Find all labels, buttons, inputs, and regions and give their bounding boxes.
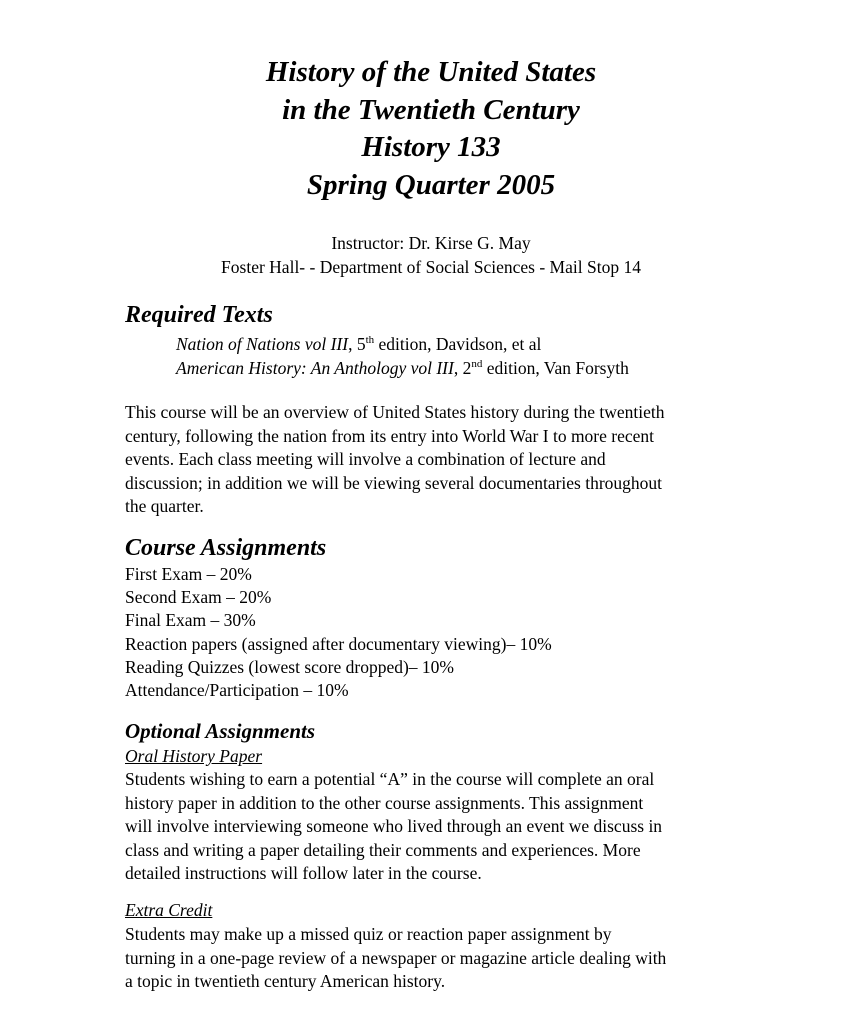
title-line-century: in the Twentieth Century [282,93,580,126]
required-texts-heading: Required Texts [125,302,273,328]
paragraph-line: century, following the nation from its entry into World War I to more recent [125,425,655,446]
required-text-item [176,356,629,380]
required-texts-list [176,332,629,380]
edition-number: 5 [356,334,366,354]
oral-history-subheading: Oral History Paper [125,746,263,766]
assignment-item: Second Exam – 20% [125,587,272,608]
book-details: edition, Davidson, et al [374,334,542,354]
assignment-item: Reading Quizzes (lowest score dropped)– 10% [125,656,454,677]
book-details: edition, Van Forsyth [482,358,629,378]
separator: , [453,358,463,378]
edition-number: 2 [462,358,472,378]
instructor-info [0,231,862,279]
book-title: American History: An Anthology vol III [176,358,454,378]
paragraph-line: history paper in addition to the other course assignments. This assignment [125,792,644,813]
course-assignments-list [125,563,552,702]
paragraph-line: detailed instructions will follow later in the course. [125,863,482,883]
separator: , [348,334,357,354]
title-line-course-name: History of the United States [265,56,597,88]
course-assignments-heading: Course Assignments [125,535,327,561]
assignment-item: Attendance/Participation – 10% [125,680,349,701]
paragraph-line: events. Each class meeting will involve a combination of lecture and [125,449,606,469]
optional-assignments-heading: Optional Assignments [125,719,316,743]
instructor-office: Foster Hall- - Department of Social Sciences - Mail Stop 14 [221,257,641,277]
paragraph-line: turning in a one-page review of a newspaper or magazine article dealing with [125,947,667,968]
course-overview-paragraph [125,401,745,519]
oral-history-paragraph [125,768,745,886]
edition-suffix: th [365,334,375,347]
title-line-course-number: History 133 [361,131,501,163]
paragraph-line: will involve interviewing someone who lived through an event we discuss in [125,816,663,836]
paragraph-line: a topic in twentieth century American history. [125,971,446,991]
title-line-term: Spring Quarter 2005 [306,168,556,201]
instructor-name: Instructor: Dr. Kirse G. May [331,233,531,253]
book-title: Nation of Nations vol III [176,334,349,354]
paragraph-line: Students wishing to earn a potential “A” in the course will complete an oral [125,769,655,789]
paragraph-line: Students may make up a missed quiz or reaction paper assignment by [125,924,612,944]
paragraph-line: the quarter. [125,496,204,516]
paragraph-line: discussion; in addition we will be viewing several documentaries throughout [125,472,663,493]
extra-credit-subheading: Extra Credit [125,900,213,920]
assignment-item: Final Exam – 30% [125,610,256,631]
assignment-item: Reaction papers (assigned after documentary viewing)– 10% [125,633,552,654]
required-text-item [176,332,629,356]
paragraph-line: This course will be an overview of United States history during the twentieth [125,402,665,422]
paragraph-line: class and writing a paper detailing their comments and experiences. More [125,839,641,860]
document-title [0,54,862,204]
extra-credit-paragraph [125,923,745,994]
edition-suffix: nd [471,358,483,371]
assignment-item: First Exam – 20% [125,564,252,584]
